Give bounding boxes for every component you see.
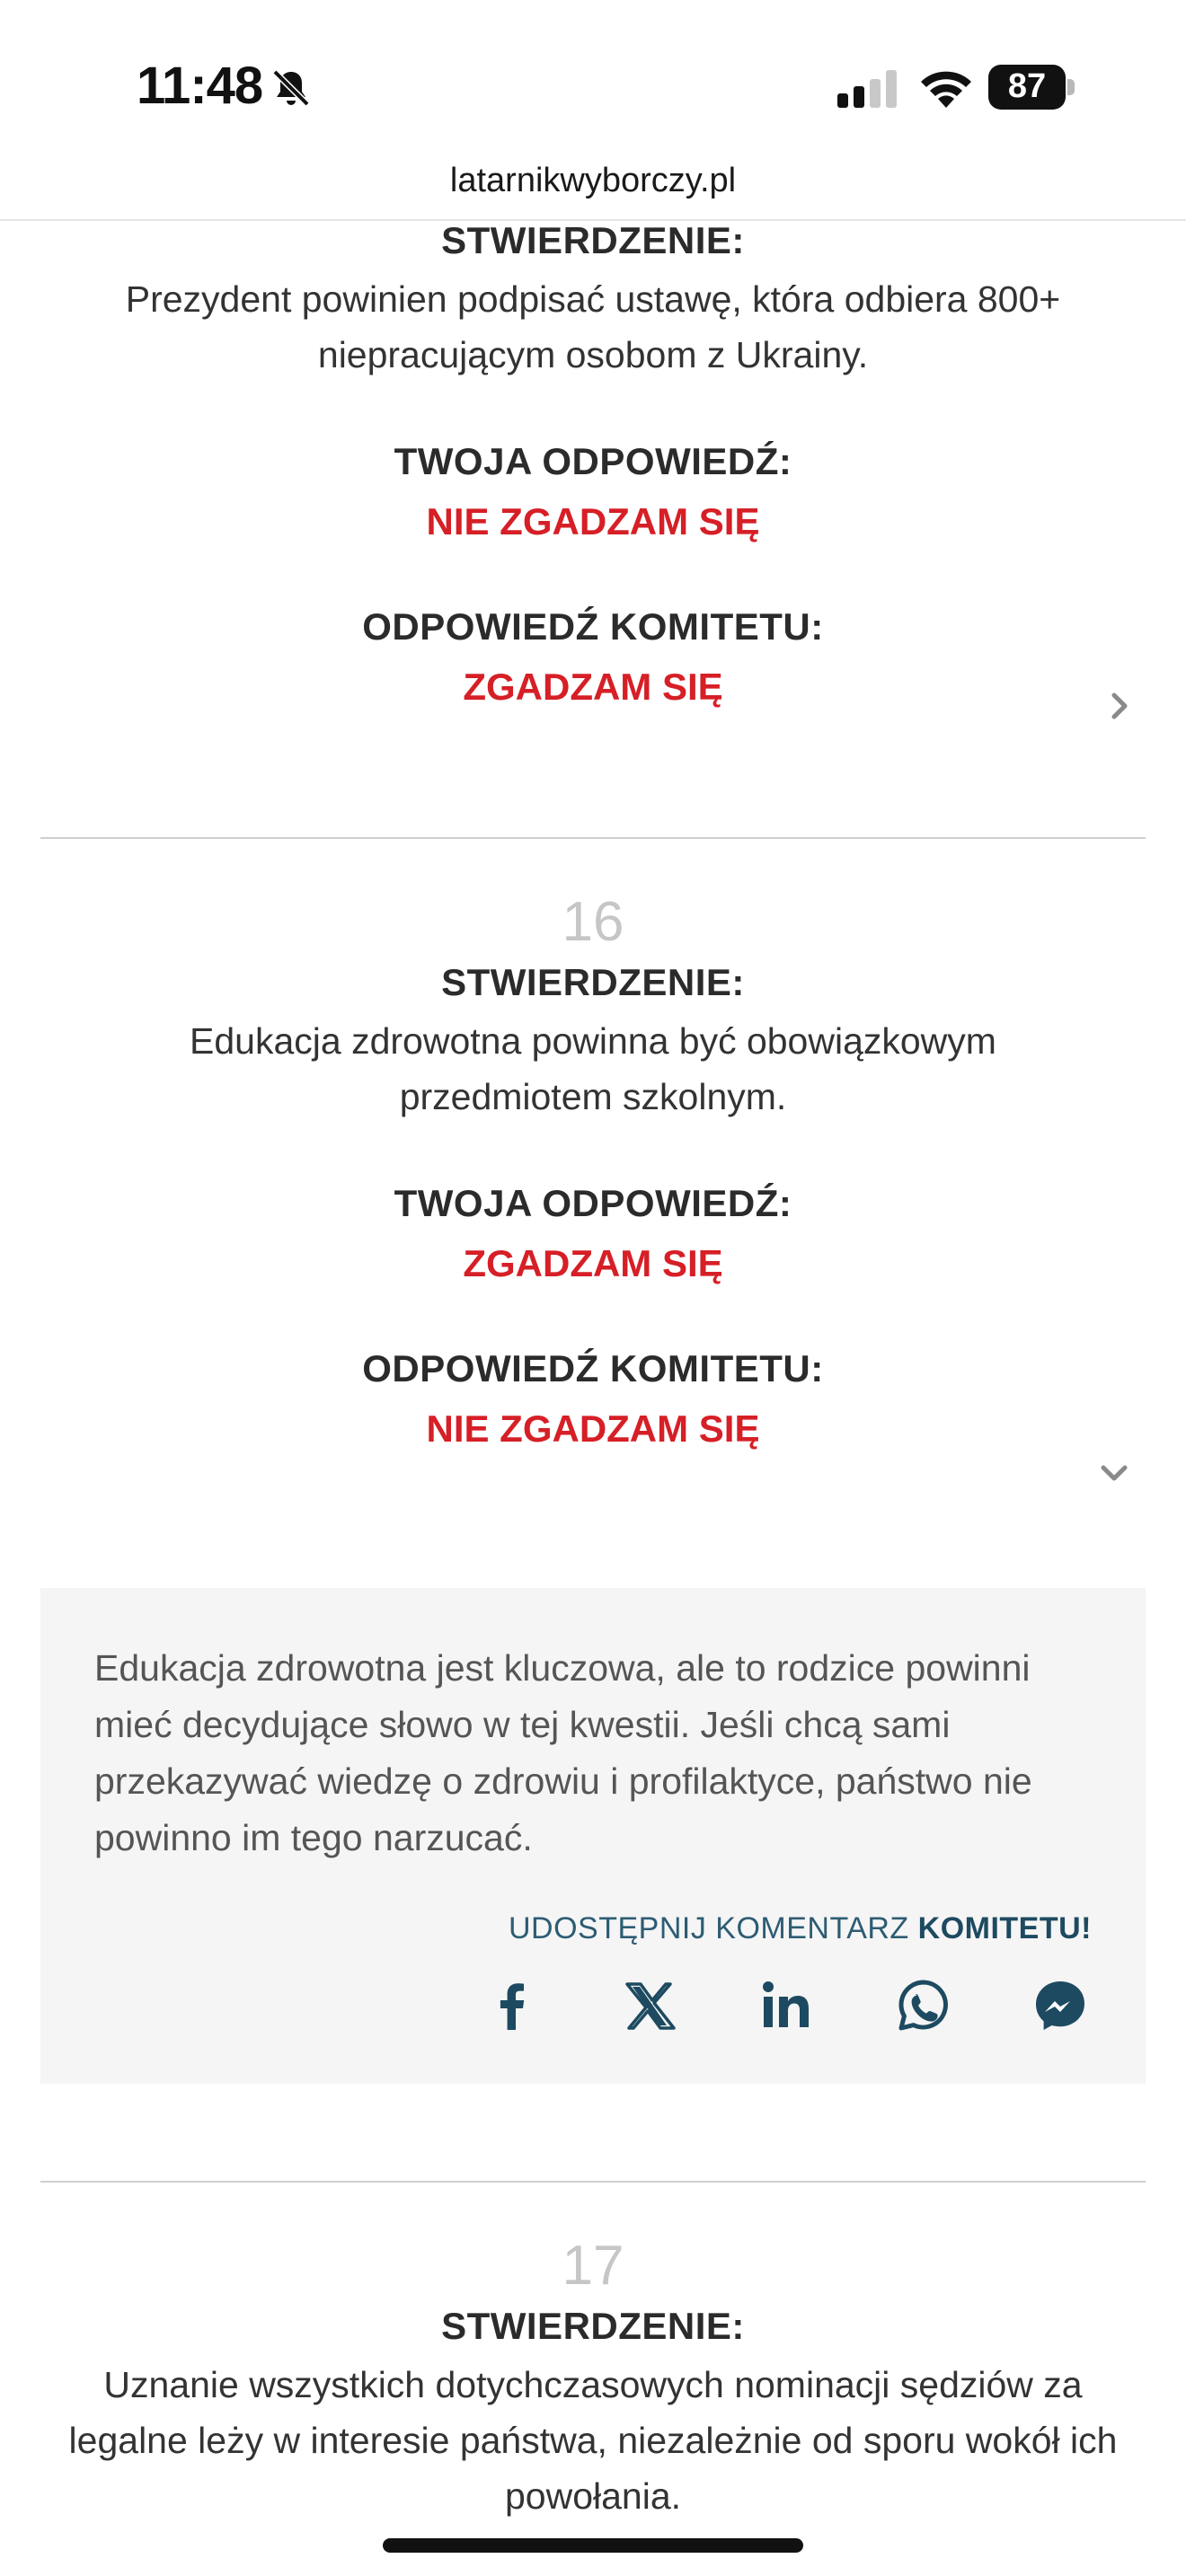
committee-answer-label: ODPOWIEDŹ KOMITETU: xyxy=(362,605,824,648)
committee-answer-label: ODPOWIEDŹ KOMITETU: xyxy=(362,1347,824,1389)
status-time: 11:48 xyxy=(137,57,263,115)
committee-comment-panel xyxy=(40,1588,1146,2084)
whatsapp-icon[interactable] xyxy=(892,1974,955,2037)
statement-label: STWIERDZENIE: xyxy=(441,2305,745,2347)
results-list xyxy=(0,223,1186,2576)
battery-percent: 87 xyxy=(1007,67,1047,105)
your-answer-label: TWOJA ODPOWIEDŹ: xyxy=(394,440,792,482)
statement-text: Uznanie wszystkich dotychczasowych nominacji sędziów za legalne leży w interesie państwa, niezależnie od sporu wokół ich powołania. xyxy=(68,2364,1118,2517)
divider xyxy=(40,837,1146,839)
committee-answer-value: ZGADZAM SIĘ xyxy=(463,666,723,708)
x-icon[interactable] xyxy=(618,1974,681,2037)
chevron-right-icon[interactable] xyxy=(1103,690,1136,722)
cellular-signal-icon xyxy=(837,70,902,110)
statement-text: Prezydent powinien podpisać ustawę, która odbiera 800+ niepracującym osobom z Ukrainy. xyxy=(125,278,1061,375)
statement-label: STWIERDZENIE: xyxy=(441,223,745,261)
facebook-icon[interactable] xyxy=(481,1974,544,2037)
chevron-down-icon[interactable] xyxy=(1098,1457,1130,1489)
bell-slash-icon xyxy=(270,66,313,110)
divider xyxy=(40,2181,1146,2183)
wifi-icon xyxy=(918,65,974,110)
share-prefix: UDOSTĘPNIJ KOMENTARZ xyxy=(508,1911,918,1945)
your-answer-value: ZGADZAM SIĘ xyxy=(463,1242,723,1284)
home-indicator[interactable] xyxy=(383,2538,803,2553)
question-number: 17 xyxy=(562,2235,624,2297)
your-answer-value: NIE ZGADZAM SIĘ xyxy=(426,500,760,543)
question-item-15 xyxy=(0,223,1186,713)
statement-text: Edukacja zdrowotna powinna być obowiązkowym przedmiotem szkolnym. xyxy=(190,1020,996,1117)
committee-answer-value: NIE ZGADZAM SIĘ xyxy=(426,1407,760,1450)
share-icons xyxy=(481,1974,1092,2037)
url-text[interactable]: latarnikwyborczy.pl xyxy=(449,162,737,199)
share-comment-label xyxy=(509,1911,1092,1946)
your-answer-label: TWOJA ODPOWIEDŹ: xyxy=(394,1182,792,1224)
question-item-17 xyxy=(0,2231,1186,2524)
share-bold: KOMITETU! xyxy=(917,1911,1092,1945)
browser-url-bar[interactable] xyxy=(0,162,1186,221)
committee-comment-text: Edukacja zdrowotna jest kluczowa, ale to rodzice powinni mieć decydujące słowo w tej kwestii. Jeśli chcą sami przekazywać wiedzę o zdrowiu i profilaktyce, państwo nie powinno im tego narzucać. xyxy=(94,1647,1032,1858)
statement-label: STWIERDZENIE: xyxy=(441,961,745,1003)
question-number: 16 xyxy=(562,891,624,953)
battery-icon xyxy=(988,65,1075,110)
status-bar xyxy=(0,0,1186,162)
linkedin-icon[interactable] xyxy=(755,1974,818,2037)
messenger-icon[interactable] xyxy=(1029,1974,1092,2037)
question-item-16 xyxy=(0,887,1186,1455)
